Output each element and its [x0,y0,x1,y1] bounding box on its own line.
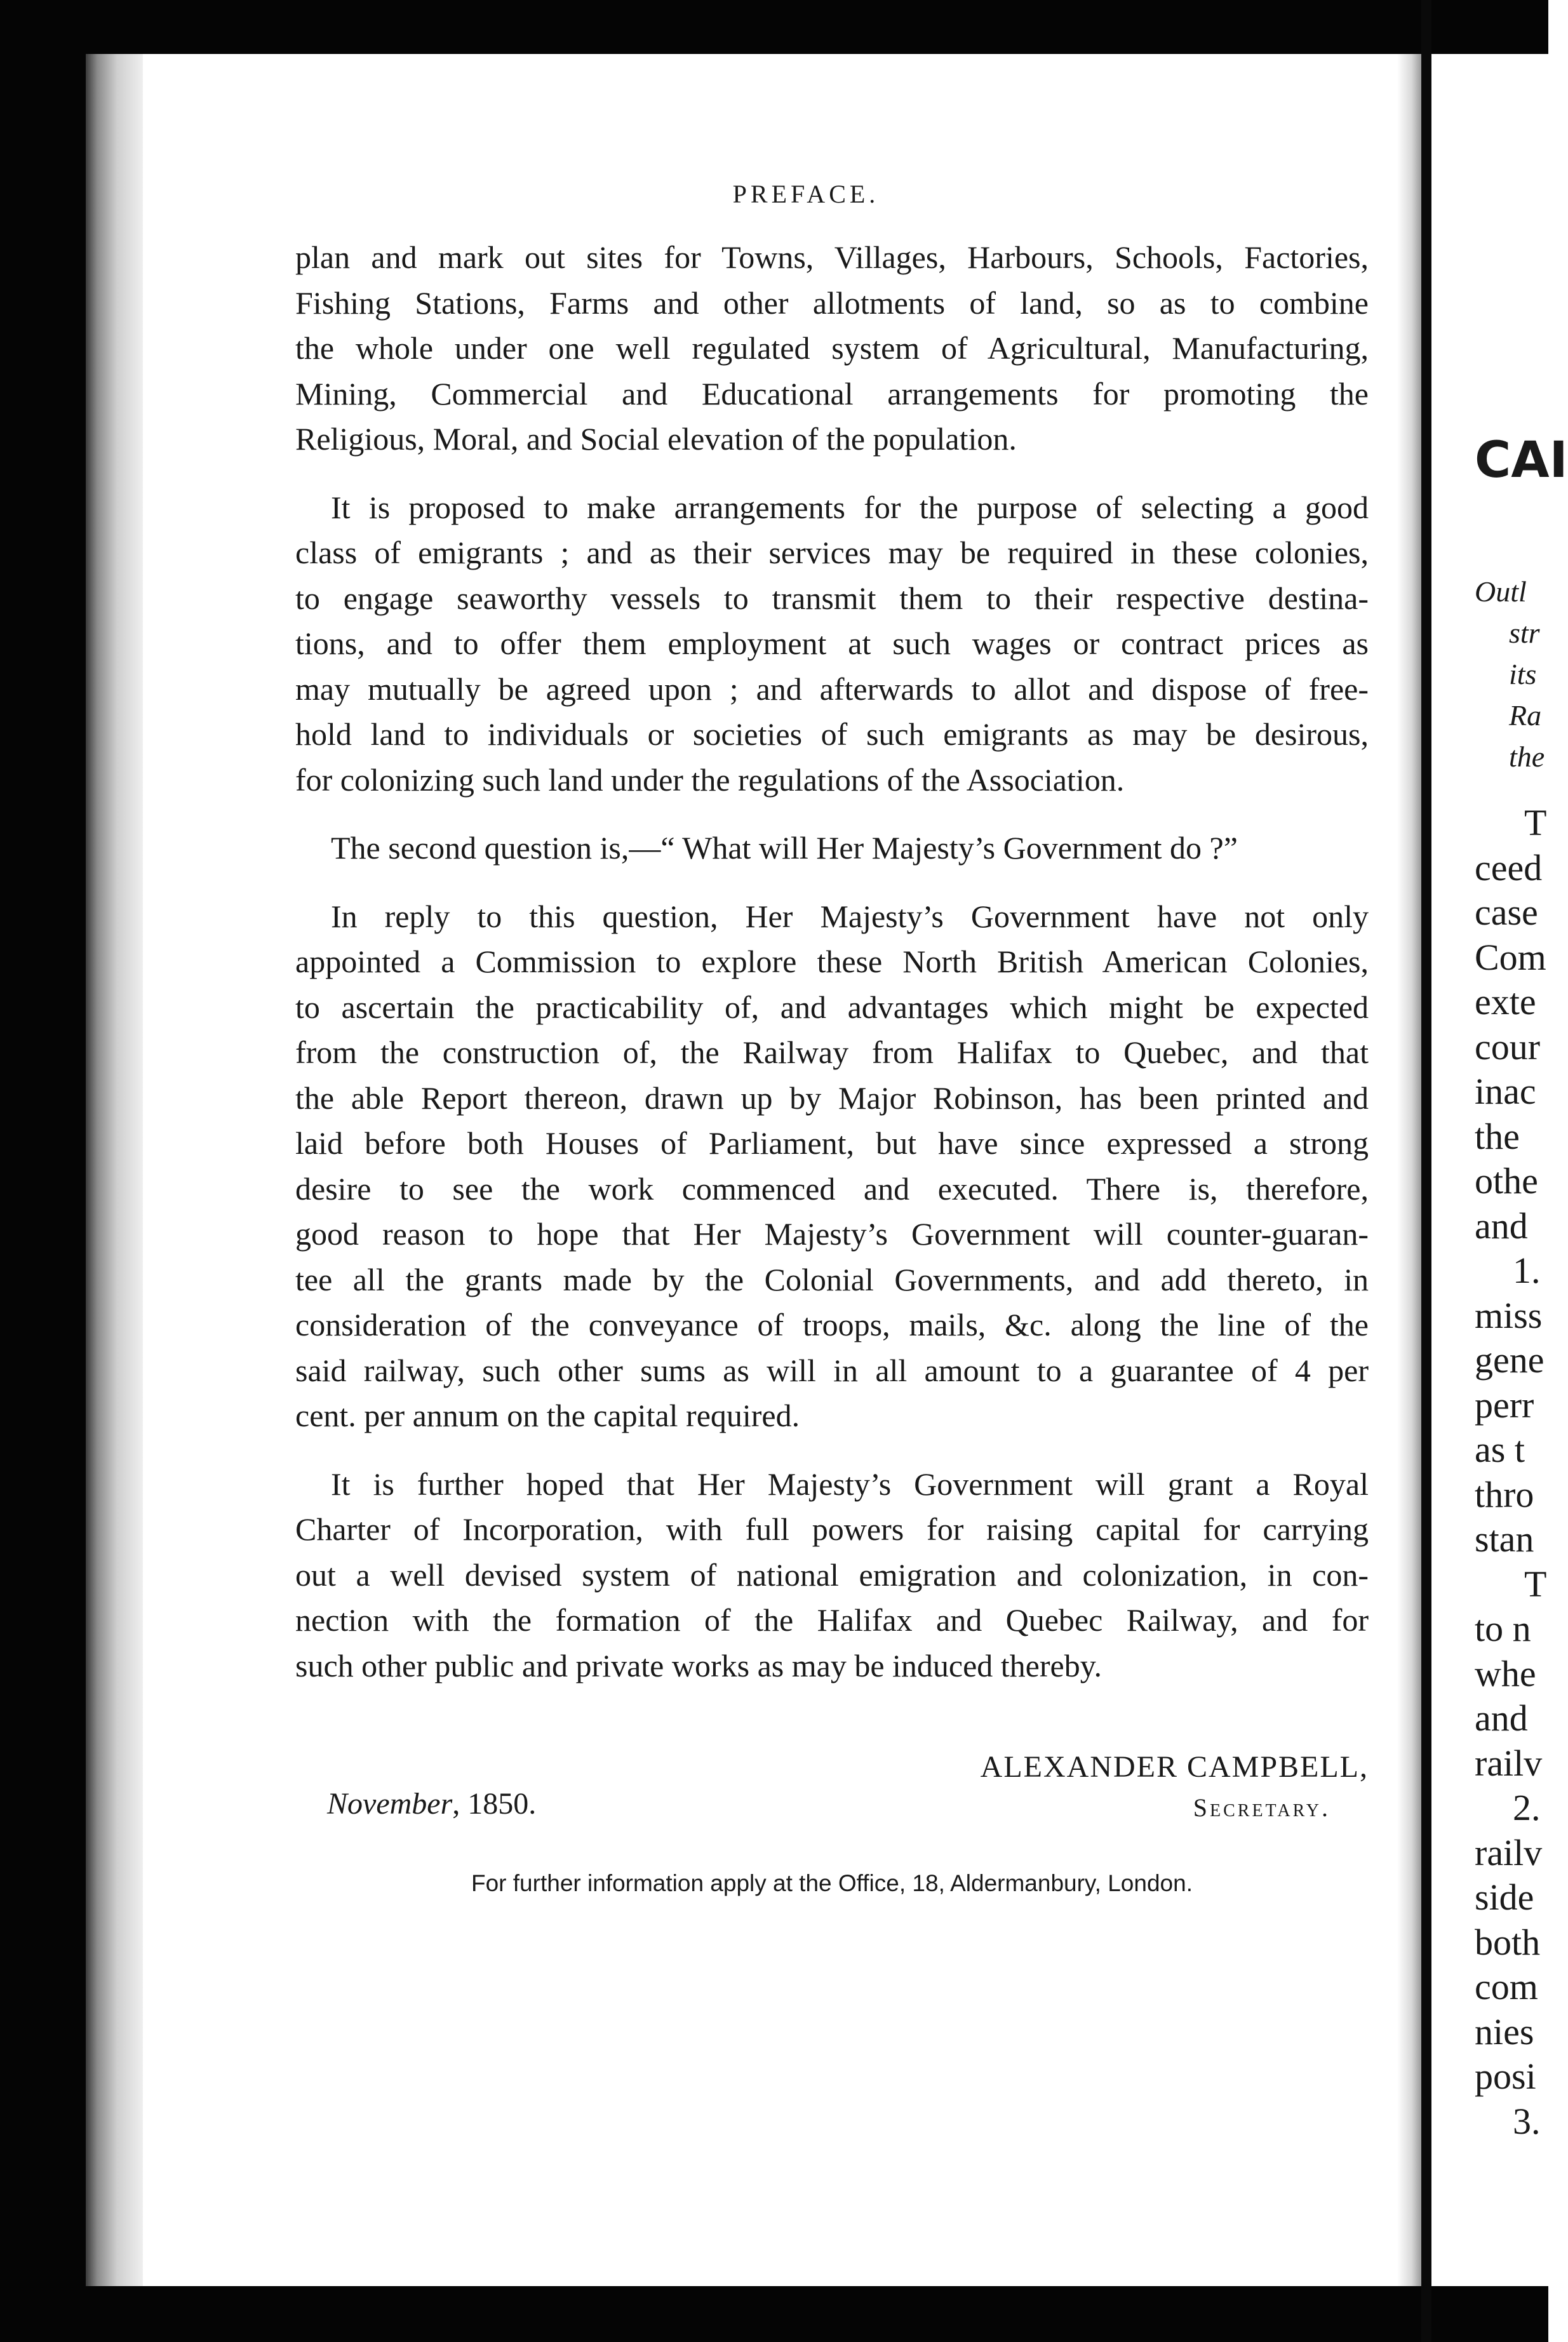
text-line: from the construction of, the Railway from Halifax to Quebec, and that [295,1034,1369,1070]
text-line: Fishing Stations, Farms and other allotments of land, so as to combine [295,284,1369,321]
right-page-text-fragment: T [1524,1563,1547,1605]
text-line: Charter of Incorporation, with full powers for raising capital for carrying [295,1511,1369,1547]
text-line: hold land to individuals or societies of such emigrants as may be desirous, [295,716,1369,752]
text-line: the able Report thereon, drawn up by Major Robinson, has been printed and [295,1080,1369,1116]
text-line: The second question is,—“ What will Her Majesty’s Government do ?” [331,830,1238,866]
right-page-italic-line: str [1509,617,1540,649]
right-page-text-fragment: com [1475,1966,1538,2007]
text-line: consideration of the conveyance of troops, mails, &c. along the line of the [295,1307,1369,1342]
paragraph [295,894,1369,1439]
signature-name: ALEXANDER CAMPBELL, [980,1750,1369,1784]
right-page-text-fragment: othe [1475,1160,1538,1201]
text-line: the whole under one well regulated system of Agricultural, Manufacturing, [295,330,1369,366]
paragraph [295,1462,1369,1689]
right-page-text-fragment: T [1524,802,1547,843]
right-page-text-fragment: railv [1475,1743,1543,1784]
text-line: said railway, such other sums as will in all amount to a guarantee of 4 per [295,1352,1369,1388]
right-page-text-fragment: nies [1475,2011,1534,2052]
gutter-shadow [1397,54,1421,2286]
right-page-text-fragment: miss [1475,1295,1543,1336]
text-line: cent. per annum on the capital required. [295,1398,800,1433]
signature-date: November, 1850. [327,1787,537,1821]
text-line: for colonizing such land under the regulations of the Association. [295,761,1125,798]
signature-title: Secretary. [1193,1793,1330,1822]
right-page-italic-line: the [1509,740,1545,773]
text-line: plan and mark out sites for Towns, Villages, Harbours, Schools, Factories, [295,239,1369,275]
right-page-text-fragment: whe [1475,1653,1536,1694]
text-line: such other public and private works as may be induced thereby. [295,1647,1102,1683]
text-line: to engage seaworthy vessels to transmit them to their respective destina- [295,580,1369,616]
running-head: PREFACE. [732,180,880,208]
right-page-text-fragment: cour [1475,1026,1541,1067]
text-line: good reason to hope that Her Majesty’s Government will counter-guaran- [295,1216,1369,1252]
right-page-text-fragment: 1. [1513,1250,1541,1291]
right-page-text-fragment: Com [1475,937,1546,978]
paragraph [295,826,1369,871]
paragraph [295,235,1369,462]
text-line: In reply to this question, Her Majesty’s Government have not only [331,898,1369,934]
paragraph [295,485,1369,803]
text-line: tee all the grants made by the Colonial Governments, and add thereto, in [295,1261,1369,1297]
scan-border-top [0,0,1548,54]
book-spine-edge [86,54,143,2286]
text-line: appointed a Commission to explore these North British American Colonies, [295,944,1369,979]
right-page-text-fragment: case [1475,892,1538,933]
left-page-body [295,235,1369,1689]
right-page-text-fragment: and [1475,1697,1528,1739]
right-page-text-fragment: perr [1475,1384,1534,1426]
text-line: Religious, Moral, and Social elevation of the population. [295,421,1017,457]
right-page-text-fragment: gene [1475,1339,1545,1381]
scan-border-bottom [0,2286,1548,2342]
text-line: It is proposed to make arrangements for the purpose of selecting a good [331,489,1369,525]
right-page-italic-line: its [1509,658,1537,690]
text-line: class of emigrants ; and as their services may be required in these colonies, [295,535,1369,570]
footer-note: For further information apply at the Office, 18, Aldermanbury, London. [471,1870,1193,1896]
text-line: may mutually be agreed upon ; and afterwards to allot and dispose of free- [295,671,1369,707]
right-page-text-fragment: inac [1475,1071,1536,1112]
text-line: Mining, Commercial and Educational arrangements for promoting the [295,375,1369,412]
text-line: tions, and to offer them employment at such wages or contract prices as [295,626,1369,661]
right-page-text-fragment: ceed [1475,847,1543,888]
text-line: It is further hoped that Her Majesty’s Government will grant a Royal [331,1466,1369,1502]
right-page-text-fragment: and [1475,1205,1528,1247]
text-line: desire to see the work commenced and executed. There is, therefore, [295,1170,1369,1207]
right-page-italic-line: Outl [1475,575,1527,608]
right-page-text-fragment: thro [1475,1474,1534,1515]
right-page-text-fragment: 3. [1513,2101,1541,2142]
right-page-text-fragment: stan [1475,1518,1534,1560]
signature-block [295,1750,1369,1838]
right-page-text-fragment: railv [1475,1832,1543,1873]
right-page-italic-line: Ra [1509,699,1542,732]
text-line: nection with the formation of the Halifax and Quebec Railway, and for [295,1602,1369,1638]
text-line: to ascertain the practicability of, and advantages which might be expected [295,989,1369,1025]
text-line: out a well devised system of national emigration and colonization, in con- [295,1556,1369,1593]
right-page-text-fragment: the [1475,1116,1520,1157]
right-page-text-fragment: side [1475,1877,1534,1918]
right-page-text-fragment: exte [1475,981,1536,1022]
gutter-dark-strip [1421,0,1431,2342]
right-page-text-fragment: as t [1475,1429,1525,1470]
right-page-text-fragment: to n [1475,1608,1531,1649]
right-page-text-fragment: posi [1475,2056,1536,2097]
text-line: laid before both Houses of Parliament, but have since expressed a strong [295,1125,1369,1161]
scan-border-left [0,0,86,2342]
right-page-text-fragment: both [1475,1922,1541,1963]
right-page-text-fragment: 2. [1513,1787,1541,1828]
right-page-heading: CAI [1475,432,1568,489]
